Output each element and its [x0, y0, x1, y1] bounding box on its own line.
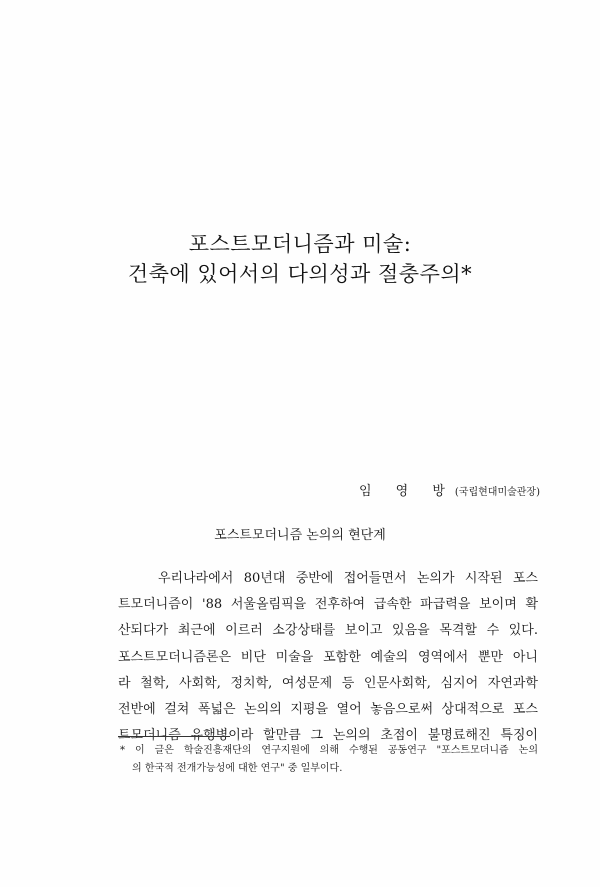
section-heading: 포스트모더니즘 논의의 현단계 [214, 528, 386, 543]
footnote-divider [118, 736, 230, 737]
author-name: 임 영 방 [358, 484, 455, 499]
body-line: 우리나라에서 80년대 중반에 접어들면서 논의가 시작된 포스 [158, 571, 538, 586]
title-line-2: 건축에 있어서의 다의성과 절충주의* [127, 262, 473, 286]
footnote-line-2: 의 한국적 전개가능성에 대한 연구" 중 일부이다. [132, 763, 343, 774]
author-byline [359, 480, 540, 499]
author-affiliation: (국립현대미술관장) [454, 487, 540, 498]
body-line: 전반에 걸쳐 폭넓은 논의의 지평을 열어 놓음으로써 상대적으로 포스 [118, 701, 538, 717]
footnote-line-1: * 이 글은 학술진흥재단의 연구지원에 의해 수행된 공동연구 "포스트모더니즘 논의 [120, 745, 538, 756]
body-line: 트모더니즘이 '88 서울올림픽을 전후하여 급속한 파급력을 보이며 확 [118, 597, 538, 613]
body-line: 산되다가 최근에 이르러 소강상태를 보이고 있음을 목격할 수 있다. [118, 623, 538, 639]
footnote [120, 742, 538, 778]
body-line: 포스트모더니즘론은 비단 미술을 포함한 예술의 영역에서 뿐만 아니 [118, 649, 538, 665]
body-line: 트모더니즘 유행병이라 할만큼 그 논의의 초점이 불명료해진 특징이 [118, 728, 538, 744]
body-paragraph [118, 566, 538, 749]
body-line: 라 철학, 사회학, 정치학, 여성문제 등 인문사회학, 심지어 자연과학 [118, 675, 538, 691]
title-line-1: 포스트모더니즘과 미술: [188, 232, 412, 256]
